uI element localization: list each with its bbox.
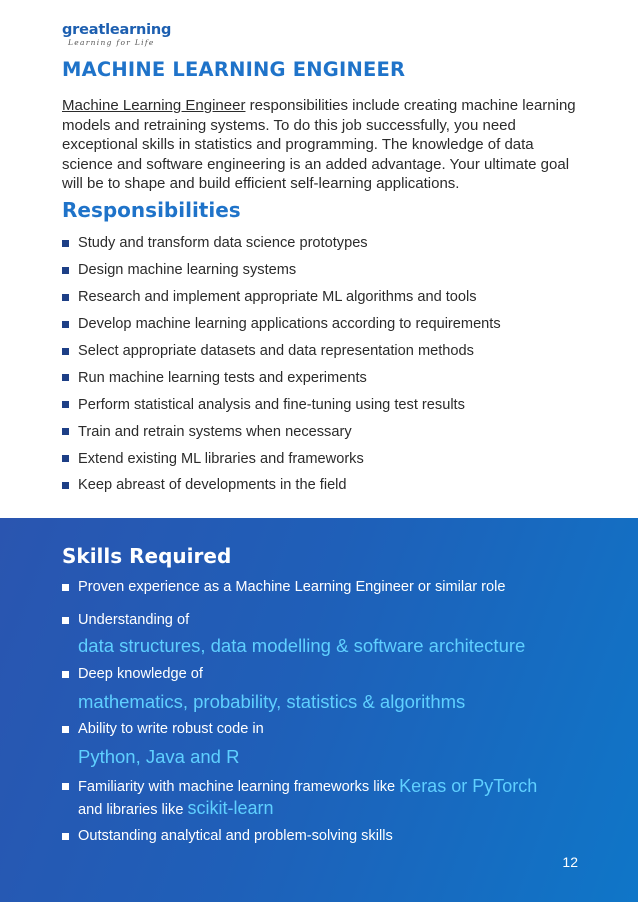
skills-panel — [0, 518, 638, 902]
skill-text: Familiarity with machine learning frameworks like — [78, 778, 396, 795]
skill-item — [62, 579, 506, 595]
list-item — [62, 257, 501, 284]
responsibilities-list — [62, 230, 501, 499]
list-item-text: Keep abreast of developments in the field — [78, 477, 347, 494]
skill-highlight: Keras or PyTorch — [399, 776, 538, 796]
intro-link[interactable]: Machine Learning Engineer — [62, 97, 246, 114]
bullet-square-icon — [62, 294, 69, 301]
skill-highlight: mathematics, probability, statistics & algorithms — [78, 691, 466, 712]
list-item — [62, 284, 501, 311]
skill-continuation — [78, 798, 274, 819]
skill-highlight: scikit-learn — [187, 798, 274, 818]
page-title: MACHINE LEARNING ENGINEER — [62, 58, 406, 81]
list-item-text: Research and implement appropriate ML algorithms and tools — [78, 289, 477, 306]
logo-wordmark: greatlearning — [62, 22, 172, 38]
bullet-square-icon — [62, 833, 69, 840]
skill-text: and libraries like — [78, 802, 184, 818]
list-item — [62, 230, 501, 257]
skill-item — [62, 828, 393, 844]
bullet-square-icon — [62, 783, 69, 790]
bullet-square-icon — [62, 348, 69, 355]
skill-item — [62, 721, 264, 737]
list-item — [62, 338, 501, 365]
skill-text: Ability to write robust code in — [78, 721, 264, 737]
skill-item — [62, 776, 537, 797]
bullet-square-icon — [62, 671, 69, 678]
list-item — [62, 445, 501, 472]
list-item — [62, 391, 501, 418]
list-item-text: Design machine learning systems — [78, 262, 297, 279]
bullet-square-icon — [62, 584, 69, 591]
skill-text: Deep knowledge of — [78, 666, 203, 682]
skill-highlight: data structures, data modelling & software architecture — [78, 635, 526, 656]
list-item-text: Run machine learning tests and experiments — [78, 369, 367, 386]
bullet-square-icon — [62, 726, 69, 733]
bullet-square-icon — [62, 428, 69, 435]
list-item-text: Train and retrain systems when necessary — [78, 423, 352, 440]
responsibilities-heading: Responsibilities — [62, 198, 241, 222]
list-item-text: Perform statistical analysis and fine-tuning using test results — [78, 396, 465, 413]
skill-text: Proven experience as a Machine Learning Engineer or similar role — [78, 579, 506, 595]
bullet-square-icon — [62, 321, 69, 328]
bullet-square-icon — [62, 401, 69, 408]
list-item — [62, 472, 501, 499]
skill-item — [62, 612, 189, 628]
bullet-square-icon — [62, 482, 69, 489]
bullet-square-icon — [62, 267, 69, 274]
bullet-square-icon — [62, 374, 69, 381]
list-item-text: Extend existing ML libraries and frameworks — [78, 450, 364, 467]
skill-highlight: Python, Java and R — [78, 746, 240, 767]
list-item-text: Develop machine learning applications according to requirements — [78, 316, 501, 333]
skills-heading: Skills Required — [62, 544, 232, 568]
bullet-square-icon — [62, 240, 69, 247]
skill-text: Understanding of — [78, 612, 190, 628]
list-item — [62, 364, 501, 391]
bullet-square-icon — [62, 455, 69, 462]
logo-tagline: Learning for Life — [68, 38, 155, 47]
skill-text: Outstanding analytical and problem-solving skills — [78, 828, 393, 844]
intro-paragraph — [62, 96, 587, 194]
intro-text: responsibilities include creating machine learning models and retraining systems. To do this job successfully, you need exceptional skills in statistics and programming. The knowledge of data science and software engineering is an added advantage. Your ultimate goal will be to shape and build efficient self-learning applications. — [62, 97, 576, 193]
list-item — [62, 311, 501, 338]
page-number: 12 — [562, 854, 578, 870]
list-item — [62, 418, 501, 445]
brand-logo — [62, 22, 171, 48]
list-item-text: Select appropriate datasets and data representation methods — [78, 343, 474, 359]
bullet-square-icon — [62, 617, 69, 624]
skill-item — [62, 666, 203, 682]
list-item-text: Study and transform data science prototypes — [78, 235, 368, 252]
